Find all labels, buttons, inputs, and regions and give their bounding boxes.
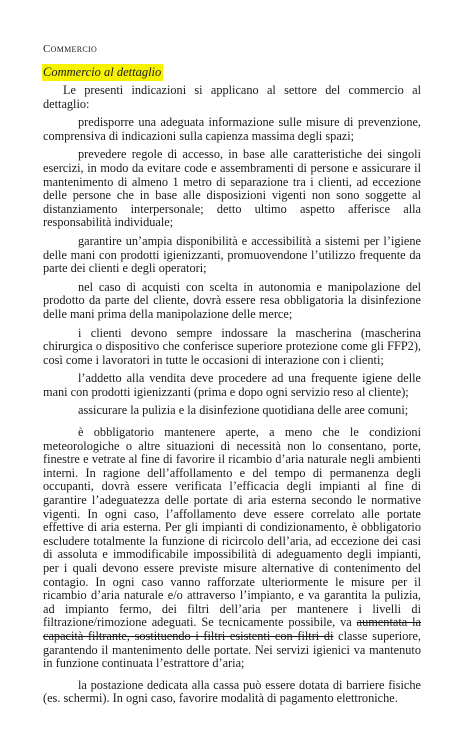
ventilation-text-2: classe superiore, garantendo il mantenimento delle portate. Nei servizi igienici va mantenuto in funzione continuata l’estrattore d’aria; [43, 628, 421, 671]
list-item: garantire un’ampia disponibilità e accessibilità a sistemi per l’igiene delle mani con prodotti igienizzanti, promuovendone l’utilizzo frequente da parte dei clienti e degli operatori; [43, 233, 421, 276]
section-title: Commercio al dettaglio [43, 65, 162, 79]
list-item: predisporre una adeguata informazione sulle misure di prevenzione, comprensiva di indicazioni sulla capienza massima degli spazi; [43, 115, 421, 143]
intro-paragraph: Le presenti indicazioni si applicano al settore del commercio al dettaglio: [43, 83, 421, 111]
list-item: assicurare la pulizia e la disinfezione quotidiana delle aree comuni; [78, 403, 409, 418]
section-label: Commercio [43, 43, 98, 55]
list-item: i clienti devono sempre indossare la mascherina (mascherina chirurgica o dispositivo che conferisce superiore protezione come gli FFP2), così come i lavoratori in tutte le occasioni di interazione con i clienti; [43, 325, 421, 367]
body-text [43, 84, 421, 711]
list-item: prevedere regole di accesso, in base alle caratteristiche dei singoli esercizi, in modo da evitare code e assembramenti di persone e assicurare il mantenimento di almeno 1 metro di separazione tra i clienti, ad eccezione delle persone che in base alle disposizioni vigenti non sono soggette al distanziamento interpersonale; detto ultimo aspetto afferisce alla responsabilità individuale; [43, 147, 421, 230]
struck-text: aumentata la capacità filtrante, sostituendo i filtri esistenti con filtri di [43, 615, 422, 643]
list-item: l’addetto alla vendita deve procedere ad una frequente igiene delle mani con prodotti igienizzanti (prima e dopo ogni servizio reso al cliente); [43, 371, 421, 399]
list-item: nel caso di acquisti con scelta in autonomia e manipolazione del prodotto da parte del cliente, dovrà essere resa obbligatoria la disinfezione delle mani prima della manipolazione delle merce; [43, 279, 421, 321]
ventilation-paragraph [43, 426, 421, 671]
ventilation-text-1: è obbligatorio mantenere aperte, a meno che le condizioni meteorologiche o altre situazioni di necessità non lo consentano, porte, finestre e vetrate al fine di favorire il ricambio d’aria naturale negli ambienti interni. In ragione dell’affollamento e del tempo di permanenza degli occupanti, dovrà essere verificata l’efficacia degli impianti al fine di garantire l’adeguatezza delle portate di aria esterna secondo le normative vigenti. In ogni caso, l’affollamento deve essere correlato alle portate effettive di aria esterna. Per gli impianti di condizionamento, è obbligatorio escludere totalmente la funzione di ricircolo dell’aria, ad eccezione dei casi di assoluta e immodificabile impossibilità di adeguamento degli impianti, per i quali devono essere previste misure alternative di contenimento del contagio. In ogni caso vanno rafforzate ulteriormente le misure per il ricambio d’aria naturale e/o attraverso l’impianto, e va garantita la pulizia, ad impianto fermo, dei filtri dell’aria per mantenere i livelli di filtrazione/rimozione adeguati. Se tecnicamente possibile, va [43, 425, 421, 630]
checkout-paragraph: la postazione dedicata alla cassa può essere dotata di barriere fisiche (es. schermi). In ogni caso, favorire modalità di pagamento elettroniche. [43, 677, 421, 706]
